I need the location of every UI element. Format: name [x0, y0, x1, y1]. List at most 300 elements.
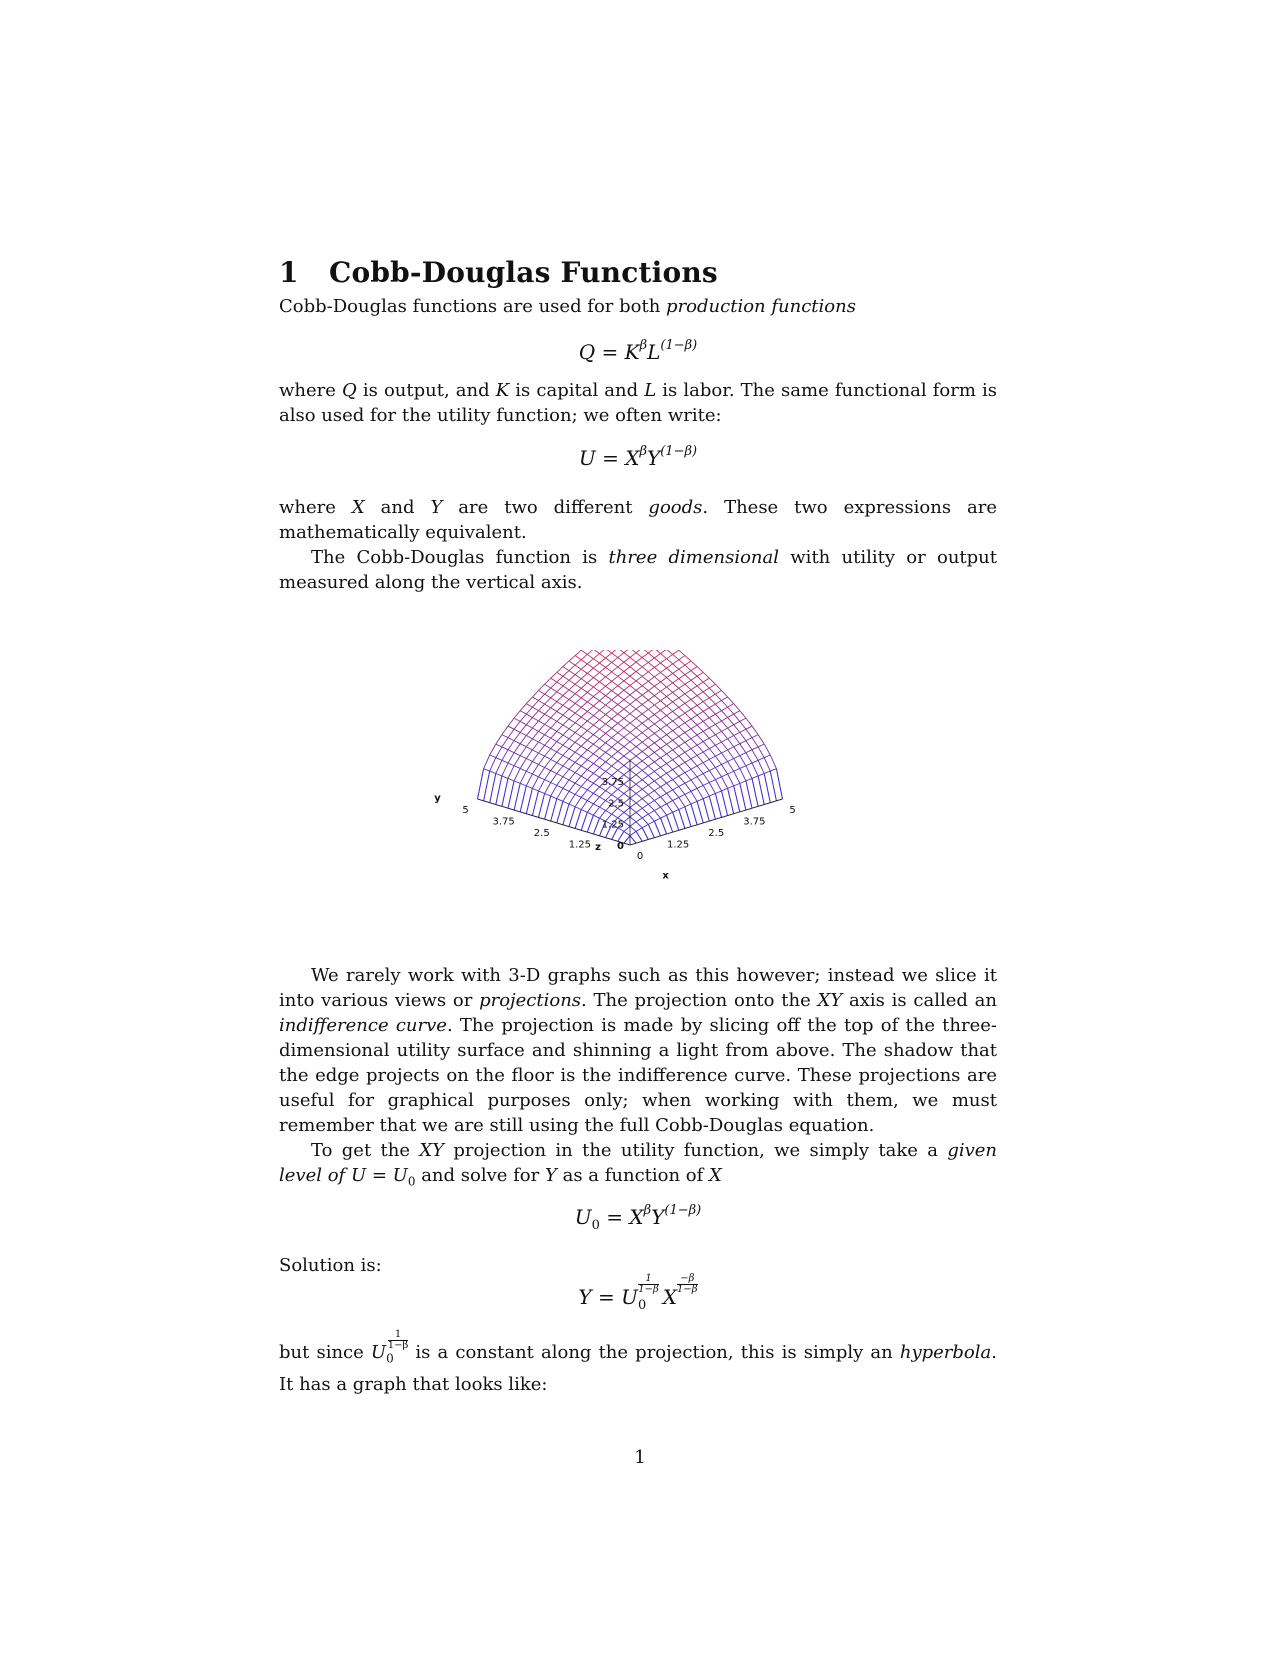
surface-grid-line [563, 739, 569, 745]
surface-grid-line [618, 756, 624, 761]
surface-grid-line [593, 767, 599, 773]
surface-edge-line [636, 831, 642, 841]
surface-grid-line [667, 744, 673, 750]
surface-grid-line [752, 747, 758, 750]
surface-grid-line [722, 728, 728, 731]
surface-grid-line [587, 773, 593, 779]
surface-grid-line [526, 728, 532, 736]
surface-grid-line [630, 718, 636, 723]
surface-grid-line [630, 784, 636, 789]
surface-grid-line [685, 684, 691, 690]
surface-grid-line [679, 669, 685, 674]
surface-grid-line [575, 669, 581, 674]
surface-grid-line [685, 794, 691, 804]
surface-edge-line [709, 796, 715, 819]
surface-grid-line [636, 822, 642, 828]
surface-grid-line [685, 791, 691, 794]
surface-grid-line [697, 774, 703, 777]
surface-grid-line [703, 763, 709, 771]
surface-grid-line [691, 690, 697, 696]
surface-grid-line [703, 728, 709, 732]
surface-grid-line [642, 785, 648, 789]
surface-grid-line [624, 690, 630, 695]
surface-grid-line [624, 784, 630, 789]
surface-grid-line [691, 745, 697, 749]
x-tick-label: 2.5 [708, 828, 725, 839]
surface-grid-line [539, 694, 545, 700]
surface-grid-line [618, 765, 624, 770]
surface-grid-line [593, 687, 599, 691]
surface-grid-line [630, 798, 636, 803]
surface-grid-line [685, 769, 691, 772]
surface-grid-line [563, 719, 569, 725]
surface-grid-line [600, 691, 606, 695]
surface-grid-line [593, 659, 599, 663]
surface-grid-line [606, 714, 612, 718]
surface-grid-line [606, 757, 612, 762]
surface-grid-line [526, 771, 532, 774]
surface-grid-line [606, 681, 612, 686]
surface-grid-line [606, 743, 612, 747]
surface-grid-line [648, 728, 654, 733]
surface-grid-line [661, 654, 667, 659]
surface-grid-line [606, 686, 612, 690]
surface-grid-line [703, 672, 709, 678]
surface-grid-line [575, 797, 581, 806]
surface-grid-line [630, 662, 636, 667]
surface-grid-line [587, 659, 593, 664]
surface-grid-line [697, 705, 703, 711]
surface-grid-line [581, 664, 587, 669]
surface-grid-line [630, 686, 636, 691]
surface-grid-line [642, 704, 648, 709]
surface-grid-line [569, 719, 575, 723]
surface-grid-line [661, 678, 667, 682]
surface-grid-line [563, 671, 569, 677]
surface-grid-line [624, 676, 630, 681]
surface-grid-line [648, 724, 654, 728]
surface-grid-line [581, 760, 587, 766]
surface-grid-line [673, 692, 679, 697]
surface-grid-line [630, 751, 636, 756]
surface-grid-line [661, 691, 667, 696]
surface-grid-line [703, 692, 709, 698]
surface-grid-line [581, 770, 587, 777]
surface-grid-line [636, 794, 642, 799]
surface-grid-line [648, 733, 654, 737]
surface-grid-line [697, 667, 703, 673]
surface-grid-line [673, 650, 679, 654]
surface-grid-line [545, 767, 551, 770]
surface-grid-line [551, 711, 557, 717]
surface-grid-line [654, 677, 660, 682]
surface-grid-line [709, 782, 715, 793]
surface-grid-line [593, 797, 599, 804]
surface-grid-line [691, 699, 697, 705]
surface-grid-line [703, 785, 709, 796]
surface-grid-line [667, 683, 673, 687]
surface-grid-line [575, 736, 581, 742]
surface-grid-line [679, 762, 685, 766]
surface-grid-line [606, 728, 612, 733]
surface-edge-line [478, 769, 484, 799]
surface-grid-line [752, 776, 758, 778]
surface-grid-line [654, 672, 660, 676]
surface-grid-line [734, 736, 740, 744]
surface-grid-line [520, 771, 526, 783]
surface-grid-line [526, 707, 532, 714]
surface-grid-line [557, 785, 563, 788]
surface-grid-line [679, 656, 685, 660]
surface-grid-line [764, 771, 770, 773]
surface-grid-line [734, 744, 740, 747]
surface-grid-line [661, 668, 667, 672]
surface-grid-line [514, 721, 520, 729]
surface-grid-line [520, 721, 526, 724]
surface-grid-line [569, 690, 575, 694]
surface-grid-line [563, 705, 569, 709]
surface-grid-line [624, 714, 630, 719]
surface-grid-line [624, 709, 630, 714]
surface-grid-line [587, 678, 593, 683]
surface-grid-line [539, 721, 545, 724]
surface-grid-line [624, 700, 630, 705]
surface-grid-line [764, 744, 770, 755]
surface-grid-line [648, 686, 654, 690]
surface-grid-line [551, 796, 557, 799]
surface-grid-line [715, 684, 721, 690]
surface-grid-line [654, 791, 660, 797]
surface-grid-line [648, 691, 654, 696]
surface-grid-line [557, 788, 563, 798]
surface-grid-line [581, 707, 587, 711]
surface-grid-line [502, 735, 508, 738]
surface-edge-line [703, 799, 709, 821]
surface-grid-line [618, 704, 624, 709]
surface-grid-line [715, 690, 721, 694]
surface-grid-line [715, 694, 721, 700]
surface-grid-line [569, 783, 575, 791]
surface-grid-line [557, 725, 563, 731]
surface-grid-line [667, 711, 673, 715]
surface-grid-line [673, 660, 679, 664]
surface-grid-line [624, 761, 630, 766]
surface-grid-line [685, 665, 691, 671]
surface-grid-line [557, 715, 563, 721]
surface-grid-line [722, 721, 728, 728]
surface-grid-line [587, 697, 593, 702]
surface-grid-line [496, 735, 502, 744]
surface-grid-line [502, 747, 508, 750]
surface-grid-line [673, 766, 679, 770]
surface-grid-line [685, 699, 691, 703]
surface-grid-line [624, 657, 630, 662]
surface-grid-line [685, 671, 691, 675]
surface-grid-line [648, 811, 654, 815]
surface-grid-line [667, 725, 673, 731]
surface-grid-line [642, 776, 648, 780]
surface-grid-line [709, 780, 715, 783]
surface-grid-line [685, 690, 691, 694]
surface-grid-line [532, 731, 538, 738]
surface-grid-line [679, 742, 685, 746]
surface-grid-line [520, 704, 526, 711]
surface-grid-line [551, 692, 557, 698]
surface-grid-line [654, 710, 660, 714]
surface-grid-line [557, 676, 563, 682]
surface-grid-line [575, 650, 581, 655]
surface-grid-line [526, 736, 532, 739]
surface-grid-line [612, 747, 618, 751]
surface-grid-line [661, 773, 667, 777]
surface-grid-line [569, 804, 575, 807]
surface-grid-line [667, 731, 673, 735]
surface-grid-line [703, 759, 709, 762]
surface-grid-line [648, 752, 654, 756]
surface-grid-line [569, 729, 575, 733]
surface-grid-line [630, 761, 636, 766]
surface-grid-line [612, 766, 618, 770]
surface-grid-line [618, 812, 624, 817]
surface-grid-line [691, 801, 697, 804]
surface-grid-line [648, 658, 654, 662]
surface-grid-line [593, 735, 599, 739]
surface-grid-line [520, 756, 526, 759]
surface-grid-line [667, 773, 673, 779]
surface-grid-line [734, 771, 740, 783]
surface-grid-line [618, 714, 624, 719]
surface-grid-line [624, 779, 630, 784]
surface-grid-line [752, 760, 758, 763]
surface-grid-line [758, 744, 764, 747]
surface-grid-line [685, 780, 691, 783]
surface-grid-line [593, 682, 599, 687]
surface-grid-line [587, 801, 593, 804]
surface-grid-line [673, 721, 679, 727]
surface-grid-line [654, 720, 660, 724]
surface-grid-line [600, 752, 606, 757]
surface-grid-line [557, 766, 563, 774]
solution-label: Solution is: [279, 1255, 382, 1276]
surface-grid-line [642, 709, 648, 713]
surface-grid-line [593, 744, 599, 748]
surface-grid-line [630, 812, 636, 816]
surface-grid-line [685, 719, 691, 723]
surface-grid-line [508, 778, 514, 780]
surface-grid-line [642, 751, 648, 756]
surface-grid-line [636, 799, 642, 803]
surface-grid-line [636, 676, 642, 681]
surface-grid-line [630, 807, 636, 812]
surface-grid-line [581, 776, 587, 780]
surface-grid-line [685, 675, 691, 681]
surface-grid-line [551, 759, 557, 762]
surface-edge-line [758, 776, 764, 805]
surface-grid-line [703, 678, 709, 682]
surface-grid-line [551, 763, 557, 771]
surface-grid-line [648, 714, 654, 718]
surface-grid-line [679, 694, 685, 698]
surface-grid-line [728, 725, 734, 728]
surface-grid-line [618, 667, 624, 672]
surface-grid-line [569, 791, 575, 794]
surface-grid-line [539, 724, 545, 731]
surface-grid-line [624, 662, 630, 667]
surface-grid-line [587, 716, 593, 721]
surface-grid-line [703, 782, 709, 785]
surface-grid-line [746, 741, 752, 750]
surface-grid-line [624, 747, 630, 752]
surface-grid-line [587, 764, 593, 770]
surface-grid-line [508, 726, 514, 729]
surface-grid-line [709, 724, 715, 728]
z-tick-label: 2.5 [608, 798, 624, 810]
surface-grid-line [636, 780, 642, 784]
surface-grid-line [618, 709, 624, 714]
surface-grid-line [661, 744, 667, 748]
surface-grid-line [563, 788, 569, 791]
surface-grid-line [551, 742, 557, 749]
surface-grid-line [563, 715, 569, 719]
surface-grid-line [539, 731, 545, 734]
surface-grid-line [728, 739, 734, 747]
surface-grid-line [636, 828, 642, 832]
surface-grid-line [539, 745, 545, 753]
surface-edge-line [502, 778, 508, 806]
surface-grid-line [673, 750, 679, 756]
surface-grid-line [532, 750, 538, 753]
surface-grid-line [600, 743, 606, 748]
surface-grid-line [581, 736, 587, 740]
surface-grid-line [642, 686, 648, 691]
surface-grid-line [618, 742, 624, 746]
surface-grid-line [526, 761, 532, 771]
surface-grid-line [642, 658, 648, 663]
surface-grid-line [569, 749, 575, 753]
surface-grid-line [514, 741, 520, 744]
surface-grid-line [667, 687, 673, 692]
surface-edge-line [508, 781, 514, 808]
surface-grid-line [654, 691, 660, 695]
surface-grid-line [606, 672, 612, 677]
surface-grid-line [648, 795, 654, 801]
surface-grid-line [557, 702, 563, 706]
surface-grid-line [728, 707, 734, 714]
surface-grid-line [624, 650, 630, 653]
surface-grid-line [691, 676, 697, 680]
surface-grid-line [593, 654, 599, 659]
surface-grid-line [764, 755, 770, 758]
surface-edge-line [520, 786, 526, 812]
surface-grid-line [654, 701, 660, 705]
surface-grid-line [569, 752, 575, 759]
surface-edge-line [563, 804, 569, 825]
surface-grid-line [575, 717, 581, 723]
surface-grid-line [654, 733, 660, 738]
surface-edge-line [618, 831, 624, 841]
surface-grid-line [636, 672, 642, 677]
y-axis-label: y [434, 793, 441, 804]
surface-grid-line [618, 658, 624, 663]
surface-grid-line [569, 703, 575, 709]
surface-grid-line [557, 745, 563, 752]
surface-grid-line [557, 692, 563, 696]
surface-grid-line [673, 801, 679, 810]
surface-grid-line [575, 783, 581, 786]
surface-grid-line [642, 728, 648, 732]
surface-grid-line [673, 776, 679, 780]
surface-grid-line [691, 777, 697, 780]
surface-grid-line [715, 724, 721, 731]
surface-grid-line [679, 684, 685, 688]
surface-grid-line [600, 650, 606, 654]
surface-grid-line [728, 697, 734, 704]
surface-grid-line [654, 705, 660, 710]
equation-production: $Q = K^\beta L^{(1-\beta)}$ [578, 338, 698, 364]
surface-grid-line [502, 776, 508, 778]
surface-grid-line [703, 711, 709, 717]
surface-grid-line [545, 749, 551, 757]
surface-grid-line [520, 744, 526, 747]
surface-grid-line [667, 654, 673, 658]
surface-grid-line [679, 717, 685, 723]
surface-grid-line [593, 758, 599, 764]
surface-grid-line [587, 711, 593, 715]
surface-grid-line [648, 743, 654, 747]
surface-edge-line [679, 810, 685, 829]
surface-grid-line [648, 762, 654, 766]
surface-edge-line [661, 818, 667, 834]
surface-grid-line [673, 654, 679, 659]
surface-edge-line [575, 810, 581, 829]
surface-grid-line [600, 733, 606, 738]
surface-grid-line [758, 747, 764, 758]
surface-grid-line [636, 756, 642, 761]
surface-grid-line [697, 676, 703, 682]
surface-grid-line [587, 812, 593, 815]
surface-grid-line [685, 694, 691, 700]
surface-grid-line [703, 752, 709, 759]
surface-grid-line [569, 684, 575, 690]
surface-edge-line [776, 769, 782, 799]
surface-grid-line [557, 731, 563, 735]
surface-grid-line [667, 804, 673, 813]
surface-grid-line [508, 750, 514, 753]
surface-grid-line [624, 775, 630, 780]
surface-grid-line [624, 765, 630, 770]
surface-grid-line [630, 770, 636, 775]
surface-grid-line [715, 753, 721, 756]
surface-grid-line [722, 764, 728, 774]
surface-grid-line [746, 738, 752, 741]
surface-grid-line [667, 716, 673, 721]
surface-grid-line [545, 724, 551, 728]
surface-grid-line [661, 710, 667, 715]
surface-grid-line [575, 675, 581, 679]
surface-grid-line [557, 682, 563, 686]
surface-grid-line [679, 783, 685, 786]
surface-grid-line [581, 746, 587, 750]
surface-grid-line [563, 766, 569, 769]
surface-grid-line [661, 682, 667, 687]
surface-grid-line [545, 704, 551, 708]
surface-grid-line [545, 708, 551, 714]
surface-grid-line [636, 695, 642, 700]
surface-grid-line [612, 704, 618, 709]
surface-grid-line [691, 715, 697, 719]
surface-grid-line [526, 697, 532, 704]
surface-grid-line [679, 807, 685, 810]
